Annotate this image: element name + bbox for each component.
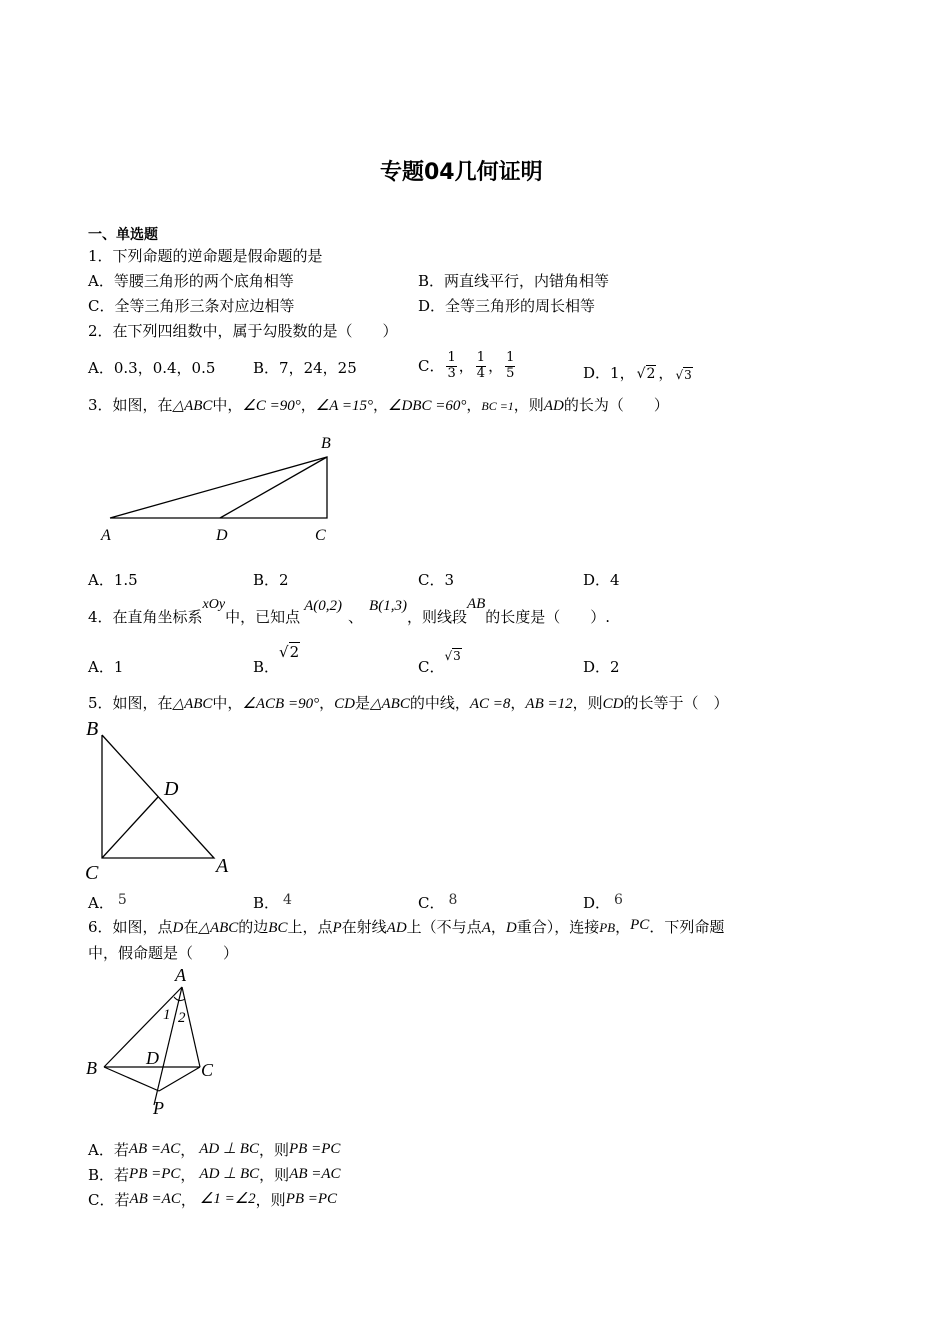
vertex-label-b: B xyxy=(86,1058,97,1078)
page-title: 专题04几何证明 xyxy=(380,160,543,185)
triangle-abc xyxy=(110,457,327,518)
q5-option-a: A． 5 xyxy=(88,892,127,912)
point-label-p: P xyxy=(153,1098,164,1118)
q2-stem: 2．在下列四组数中，属于勾股数的是（ ） xyxy=(88,322,398,340)
q2-option-c-label: C． xyxy=(418,356,445,375)
coordinate-system: xOy xyxy=(202,597,226,612)
vertex-label-a: A xyxy=(216,855,229,877)
angle-label-1: 1 xyxy=(163,1007,171,1023)
angle-condition: ∠DBC =60° xyxy=(388,398,467,414)
q1-option-b: B．两直线平行，内错角相等 xyxy=(418,272,610,290)
q6-option-b: B．若PB =PC， AD ⊥ BC，则AB =AC xyxy=(88,1166,341,1184)
q1-option-c: C．全等三角形三条对应边相等 xyxy=(88,297,295,315)
q1-option-d: D．全等三角形的周长相等 xyxy=(418,297,596,315)
q2-option-a: A．0.3，0.4，0.5 xyxy=(88,359,216,377)
q6-option-a: A．若AB =AC， AD ⊥ BC，则PB =PC xyxy=(88,1141,341,1159)
sqrt-expression: √2 xyxy=(636,366,656,382)
vertex-label-b: B xyxy=(86,718,99,740)
fraction: $\frac{1}{5}$ xyxy=(506,350,515,381)
segment-pc xyxy=(159,1067,200,1091)
length-condition: AB =12 xyxy=(525,696,573,712)
sqrt-expression: √3 xyxy=(675,368,692,382)
q6-option-c: C．若AB =AC， ∠1 =∠2，则PB =PC xyxy=(88,1191,338,1209)
median-cd xyxy=(102,797,158,858)
sqrt-expression: √2 xyxy=(279,643,300,661)
segment-ab: AB xyxy=(466,596,486,612)
length-condition: BC =1 xyxy=(481,399,514,413)
q6-stem-line2: 中，假命题是（ ） xyxy=(88,944,239,962)
q4-option-d: D．2 xyxy=(583,658,620,676)
segment-pb xyxy=(104,1067,159,1091)
q3-option-d: D．4 xyxy=(583,571,620,589)
point-label-d: D xyxy=(216,527,228,544)
angle-condition: ∠C =90° xyxy=(242,398,301,414)
vertex-label-c: C xyxy=(85,862,99,884)
q3-stem: 3．如图，在△ABC中，∠C =90°，∠A =15°，∠DBC =60°，BC =1，则AD的长为（ ） xyxy=(88,396,669,414)
q3-figure xyxy=(95,430,345,548)
q5-figure xyxy=(80,715,240,885)
vertex-label-a: A xyxy=(175,965,186,985)
fraction: $\frac{1}{4}$ xyxy=(476,350,486,381)
q4-option-b: B． √2 xyxy=(253,643,300,676)
q4-stem: 4．在直角坐标系xOy中，已知点A(0,2)、B(1,3)，则线段AB的长度是（ ）. xyxy=(88,596,611,626)
q3-option-b: B．2 xyxy=(253,571,289,589)
q5-option-d: D． 6 xyxy=(583,892,623,912)
sqrt-expression: √3 xyxy=(444,649,461,663)
length-condition: AC =8 xyxy=(469,696,511,712)
angle-condition: ∠ACB =90° xyxy=(242,696,320,712)
vertex-label-b: B xyxy=(321,435,331,452)
q4-option-c: C． √3 xyxy=(418,649,461,676)
triangle-symbol: △ABC xyxy=(172,398,213,414)
angle-label-2: 2 xyxy=(178,1010,186,1026)
q3-option-a: A．1.5 xyxy=(88,571,138,589)
angle-condition: ∠A =15° xyxy=(315,398,373,414)
triangle-symbol: △ABC xyxy=(172,696,213,712)
segment-ab xyxy=(104,987,182,1067)
q2-option-b: B．7，24，25 xyxy=(253,359,357,377)
point-label-d: D xyxy=(146,1048,159,1068)
q4-option-a: A．1 xyxy=(88,658,124,676)
section-heading: 一、单选题 xyxy=(88,227,158,243)
q1-stem: 1．下列命题的逆命题是假命题的是 xyxy=(88,247,323,265)
q5-stem: 5．如图，在△ABC中，∠ACB =90°，CD是△ABC的中线，AC =8，AB =12，则CD的长等于（ ） xyxy=(88,694,729,712)
q1-option-a: A．等腰三角形的两个底角相等 xyxy=(88,272,294,290)
q6-figure xyxy=(80,963,230,1123)
point-b: B(1,3) xyxy=(369,598,407,614)
vertex-label-c: C xyxy=(315,527,326,544)
point-label-d: D xyxy=(164,778,179,800)
triangle-symbol: △ABC xyxy=(198,920,239,936)
segment-bd xyxy=(220,457,327,518)
q2-option-d: D．1， √2 ， √3 xyxy=(583,364,692,382)
vertex-label-c: C xyxy=(201,1060,214,1080)
q5-option-b: B． 4 xyxy=(253,892,292,912)
q5-option-c: C． 8 xyxy=(418,892,458,912)
ray-ad xyxy=(154,987,182,1105)
point-a: A(0,2) xyxy=(304,598,343,614)
q3-option-c: C．3 xyxy=(418,571,455,589)
q6-stem-line1: 6．如图，点D在△ABC的边BC上，点P在射线AD上（不与点A，D重合），连接PB，PC．下列命题 xyxy=(88,917,725,936)
q2-option-d-label: D．1， xyxy=(583,364,635,382)
vertex-label-a: A xyxy=(101,527,111,544)
q2-option-c: C． $\frac{1}{3}$ ， $\frac{1}{4}$ ， $\frac{1}{5}$ xyxy=(418,350,515,381)
fraction: $\frac{1}{3}$ xyxy=(447,350,456,381)
